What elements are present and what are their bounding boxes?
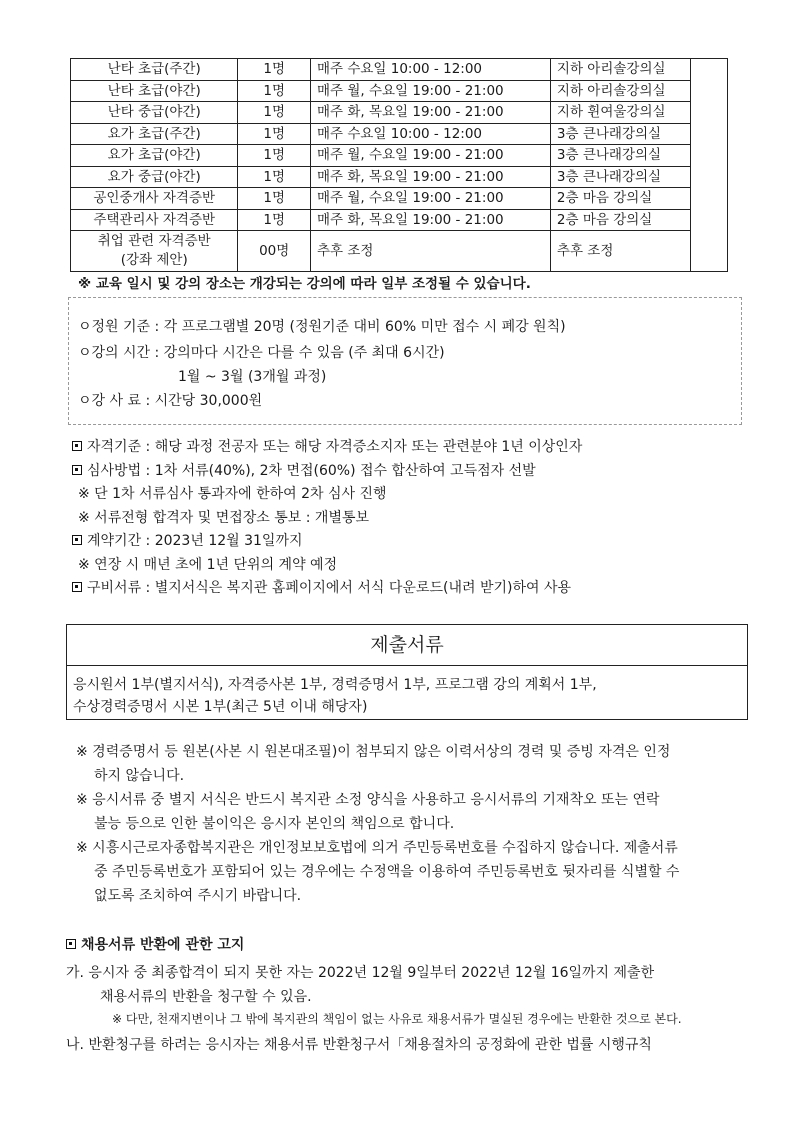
cell-program: 주택관리사 자격증반 (71, 209, 238, 231)
cell-program: 공인중개사 자격증반 (71, 188, 238, 210)
cell-place: 2층 마음 강의실 (550, 188, 690, 210)
note-1-line1: ※ 경력증명서 등 원본(사본 시 원본대조필)이 첨부되지 않은 이력서상의 경력 및 증빙 자격은 인정 (76, 744, 671, 760)
cell-program-line1: 취업 관련 자격증반 (97, 233, 211, 249)
criteria-item (72, 577, 571, 597)
cell-program: 난타 초급(야간) (71, 80, 238, 102)
square-bullet-icon (72, 582, 82, 592)
cell-place: 3층 큰나래강의실 (550, 123, 690, 145)
cell-time: 매주 수요일 10:00 - 12:00 (310, 59, 550, 81)
note-1 (76, 740, 670, 788)
return-heading-text: 채용서류 반환에 관한 고지 (81, 937, 245, 953)
criteria-item (72, 530, 303, 550)
cell-count: 1명 (238, 166, 311, 188)
cell-count: 00명 (238, 231, 311, 272)
note-3-line3: 없도록 조치하여 주시기 바랍니다. (94, 888, 302, 904)
cell-place: 지하 아리솔강의실 (550, 80, 690, 102)
cell-place: 2층 마음 강의실 (550, 209, 690, 231)
table-row (71, 231, 728, 272)
cell-program (71, 231, 238, 272)
note-2-line2: 불능 등으로 인한 불이익은 응시자 본인의 책임으로 합니다. (94, 816, 455, 832)
hours-text: ㅇ강의 시간 : 강의마다 시간은 다를 수 있음 (주 최대 6시간) (78, 345, 445, 361)
return-ga-note: ※ 다만, 천재지변이나 그 밖에 복지관의 책임이 없는 사유로 채용서류가 멸실된 경우에는 반환한 것으로 본다. (112, 1012, 682, 1026)
submission-docs-title: 제출서류 (67, 625, 747, 666)
cell-place: 3층 큰나래강의실 (550, 145, 690, 167)
cell-time: 매주 월, 수요일 19:00 - 21:00 (310, 80, 550, 102)
cell-time: 매주 월, 수요일 19:00 - 21:00 (310, 188, 550, 210)
table-row (71, 145, 728, 167)
criteria-text: ※ 단 1차 서류심사 통과자에 한하여 2차 심사 진행 (78, 486, 387, 502)
square-bullet-icon (72, 535, 82, 545)
criteria-note (78, 554, 337, 574)
table-row (71, 166, 728, 188)
note-2 (76, 788, 660, 836)
cell-count: 1명 (238, 209, 311, 231)
cell-program: 요가 초급(야간) (71, 145, 238, 167)
square-bullet-icon (72, 441, 82, 451)
period-text: 1월 ~ 3월 (3개월 과정) (178, 369, 327, 385)
cell-count: 1명 (238, 80, 311, 102)
note-3 (76, 836, 679, 908)
cell-place: 지하 휜여울강의실 (550, 102, 690, 124)
cell-count: 1명 (238, 188, 311, 210)
capacity-text: ㅇ정원 기준 : 각 프로그램별 20명 (정원기준 대비 60% 미만 접수 시 폐강 원칙) (78, 319, 566, 335)
criteria-item (72, 436, 582, 456)
criteria-text: 자격기준 : 해당 과정 전공자 또는 해당 자격증소지자 또는 관련분야 1년 이상인자 (87, 439, 583, 455)
cell-time: 매주 화, 목요일 19:00 - 21:00 (310, 209, 550, 231)
cell-time: 매주 화, 목요일 19:00 - 21:00 (310, 102, 550, 124)
note-3-line2: 중 주민등록번호가 포함되어 있는 경우에는 수정액을 이용하여 주민등록번호 뒷자리를 식별할 수 (94, 864, 680, 880)
table-row (71, 123, 728, 145)
table-row (71, 80, 728, 102)
cell-empty (690, 59, 727, 272)
cell-program: 요가 중급(야간) (71, 166, 238, 188)
criteria-item (72, 460, 536, 480)
return-na-line1: 나. 반환청구를 하려는 응시자는 채용서류 반환청구서「채용절차의 공정화에 관한 법률 시행규칙 (66, 1037, 652, 1053)
cell-time: 매주 화, 목요일 19:00 - 21:00 (310, 166, 550, 188)
criteria-note (78, 483, 387, 503)
cell-place: 추후 조정 (550, 231, 690, 272)
criteria-text: ※ 연장 시 매년 초에 1년 단위의 계약 예정 (78, 556, 338, 573)
square-bullet-icon (72, 465, 82, 475)
fee-text: ㅇ강 사 료 : 시간당 30,000원 (78, 393, 263, 409)
table-row (71, 102, 728, 124)
schedule-table (70, 58, 728, 272)
criteria-text: 심사방법 : 1차 서류(40%), 2차 면접(60%) 접수 합산하여 고득점자 선발 (87, 462, 536, 479)
cell-program: 요가 초급(주간) (71, 123, 238, 145)
cell-count: 1명 (238, 102, 311, 124)
return-ga-line1: 가. 응시자 중 최종합격이 되지 못한 자는 2022년 12월 9일부터 2022년 12월 16일까지 제출한 (66, 965, 655, 981)
return-heading (66, 934, 244, 954)
cell-place: 지하 아리솔강의실 (550, 59, 690, 81)
criteria-note (78, 507, 369, 527)
cell-program: 난타 초급(주간) (71, 59, 238, 81)
return-ga-line2: 채용서류의 반환을 청구할 수 있음. (100, 989, 312, 1005)
submission-docs-line2: 수상경력증명서 시본 1부(최근 5년 이내 해당자) (73, 699, 368, 715)
schedule-note: ※ 교육 일시 및 강의 장소는 개강되는 강의에 따라 일부 조정될 수 있습니다. (78, 276, 531, 292)
note-3-line1: ※ 시흥시근로자종합복지관은 개인정보보호법에 의거 주민등록번호를 수집하지 않습니다. 제출서류 (76, 840, 678, 856)
table-row (71, 59, 728, 81)
submission-docs-line1: 응시원서 1부(별지서식), 자격증사본 1부, 경력증명서 1부, 프로그램 강의 계획서 1부, (73, 677, 597, 693)
criteria-text: 계약기간 : 2023년 12월 31일까지 (87, 533, 303, 549)
cell-time: 매주 수요일 10:00 - 12:00 (310, 123, 550, 145)
cell-count: 1명 (238, 123, 311, 145)
square-bullet-icon (66, 939, 76, 949)
note-2-line1: ※ 응시서류 중 별지 서식은 반드시 복지관 소정 양식을 사용하고 응시서류의 기재착오 또는 연락 (76, 792, 660, 808)
submission-docs-box (66, 624, 748, 720)
table-row (71, 209, 728, 231)
cell-place: 3층 큰나래강의실 (550, 166, 690, 188)
criteria-text: ※ 서류전형 합격자 및 면접장소 통보 : 개별통보 (78, 509, 370, 526)
cell-time: 매주 월, 수요일 19:00 - 21:00 (310, 145, 550, 167)
criteria-text: 구비서류 : 별지서식은 복지관 홈페이지에서 서식 다운로드(내려 받기)하여 사용 (87, 580, 572, 596)
cell-program: 난타 중급(야간) (71, 102, 238, 124)
cell-count: 1명 (238, 145, 311, 167)
cell-count: 1명 (238, 59, 311, 81)
table-row (71, 188, 728, 210)
cell-time: 추후 조정 (310, 231, 550, 272)
cell-program-line2: (강좌 제안) (120, 252, 188, 268)
note-1-line2: 하지 않습니다. (94, 768, 185, 784)
